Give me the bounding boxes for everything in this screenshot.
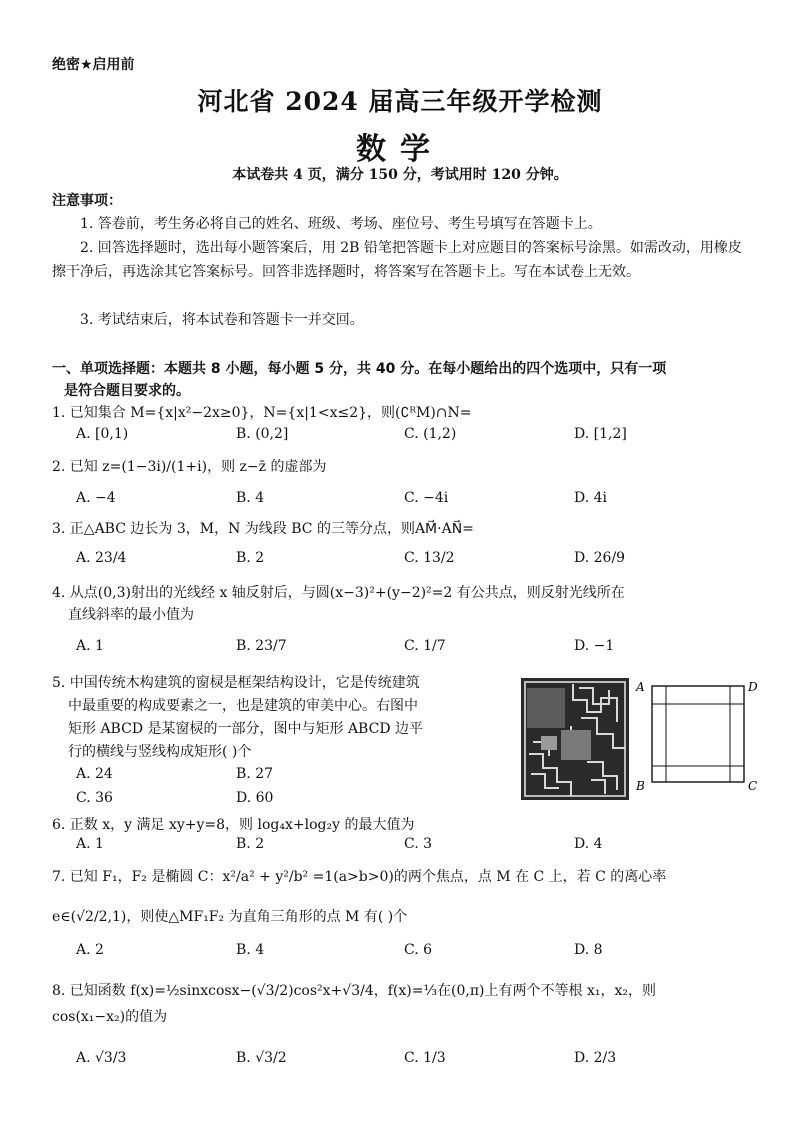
question-1-stem: 1. 已知集合 M={x|x²−2x≥0}，N={x|1<x≤2}，则(∁ᴿM)∩N= [52,405,472,421]
option-c: C. 13/2 [404,550,455,566]
option-b: B. 2 [236,550,265,566]
question-5-line3: 矩形 ABCD 是某窗棂的一部分，图中与矩形 ABCD 边平 [68,721,423,737]
section-heading [52,358,752,402]
option-c: C. 3 [404,836,433,852]
option-c: C. (1,2) [404,426,457,442]
option-c: C. 36 [76,790,113,806]
notice-item-3: 3. 考试结束后，将本试卷和答题卡一并交回。 [80,312,364,328]
option-a: A. [0,1) [76,426,129,442]
option-d: D. 60 [236,790,274,806]
question-5-line4: 行的横线与竖线构成矩形( )个 [68,744,252,760]
option-a: A. 1 [76,638,104,654]
option-d: D. 8 [574,942,603,958]
question-6-stem: 6. 正数 x，y 满足 xy+y=8，则 log₄x+log₂y 的最大值为 [52,817,415,833]
question-7-stem [52,866,752,928]
question-5-options-row1 [76,766,376,790]
option-d: D. 4i [574,490,608,506]
option-b: B. 4 [236,490,265,506]
question-6-options [76,836,746,860]
question-4-line1: 4. 从点(0,3)射出的光线经 x 轴反射后，与圆(x−3)²+(y−2)²=2 有公共点，则反射光线所在 [52,585,625,601]
question-5-stem [52,672,512,764]
option-a: A. 24 [76,766,113,782]
option-b: B. √3/2 [236,1050,287,1066]
question-5-line2: 中最重要的构成要素之一，也是建筑的审美中心。右图中 [68,698,418,714]
question-8-line2: cos(x₁−x₂)的值为 [52,1009,168,1025]
question-8-stem [52,980,752,1028]
question-4-options [76,636,746,660]
option-b: B. 2 [236,836,265,852]
option-c: C. 1/7 [404,638,446,654]
option-b: B. (0,2] [236,426,289,442]
section-heading-line1: 一、单项选择题：本题共 8 小题，每小题 5 分，共 40 分。在每小题给出的四个选项中，只有一项 [52,361,667,377]
exam-title: 河北省 2024 届高三年级开学检测 [197,87,603,116]
question-8-line1: 8. 已知函数 f(x)=½sinxcosx−(√3/2)cos²x+√3/4，f(x)=⅓在(0,π)上有两个不等根 x₁，x₂，则 [52,983,656,999]
subject-title: 数学 [356,132,444,167]
option-a: A. 1 [76,836,104,852]
option-b: B. 27 [236,766,274,782]
question-7-line1: 7. 已知 F₁，F₂ 是椭圆 C：x²/a² + y²/b² =1(a>b>0)的两个焦点，点 M 在 C 上，若 C 的离心率 [52,869,667,885]
notice-item-1: 1. 答卷前，考生务必将自己的姓名、班级、考场、座位号、考生号填写在答题卡上。 [80,216,602,232]
question-7-line2: e∈(√2/2,1)，则使△MF₁F₂ 为直角三角形的点 M 有( )个 [52,909,408,925]
question-4-stem [52,582,752,626]
option-a: A. 2 [76,942,104,958]
rectangle-abcd-diagram [634,674,764,794]
label-d: D [748,680,758,694]
option-c: C. −4i [404,490,449,506]
label-b: B [636,779,645,793]
option-d: D. 2/3 [574,1050,617,1066]
option-c: C. 1/3 [404,1050,446,1066]
exam-info: 本试卷共 4 页，满分 150 分，考试用时 120 分钟。 [232,167,568,183]
notice-heading: 注意事项： [52,193,122,209]
label-c: C [748,779,758,793]
option-b: B. 23/7 [236,638,287,654]
option-a: A. √3/3 [76,1050,127,1066]
question-3-options [76,548,746,572]
question-1-options [76,426,746,450]
option-a: A. 23/4 [76,550,127,566]
secret-label: 绝密★启用前 [52,57,135,73]
window-lattice-photo [521,678,629,800]
option-d: D. [1,2] [574,426,627,442]
question-7-options [76,942,746,966]
question-5-options-row2 [76,790,376,814]
question-4-line2: 直线斜率的最小值为 [68,607,194,623]
question-3-stem: 3. 正△ABC 边长为 3，M，N 为线段 BC 的三等分点，则AM⃗·AN⃗= [52,521,474,537]
notice-item-2: 2. 回答选择题时，选出每小题答案后，用 2B 铅笔把答题卡上对应题目的答案标号涂黑。如需改动，用橡皮擦干净后，再选涂其它答案标号。回答非选择题时，将答案写在答题卡上。写在本试卷上无效。 [52,240,742,280]
option-b: B. 4 [236,942,265,958]
label-a: A [636,680,645,694]
section-heading-line2: 是符合题目要求的。 [64,383,190,399]
question-2-stem: 2. 已知 z=(1−3i)/(1+i)，则 z−z̄ 的虚部为 [52,459,327,475]
option-d: D. 4 [574,836,603,852]
option-c: C. 6 [404,942,433,958]
option-a: A. −4 [76,490,116,506]
question-8-options [76,1048,746,1072]
question-2-options [76,490,746,514]
option-d: D. −1 [574,638,615,654]
option-d: D. 26/9 [574,550,626,566]
question-5-line1: 5. 中国传统木构建筑的窗棂是框架结构设计，它是传统建筑 [52,675,420,691]
